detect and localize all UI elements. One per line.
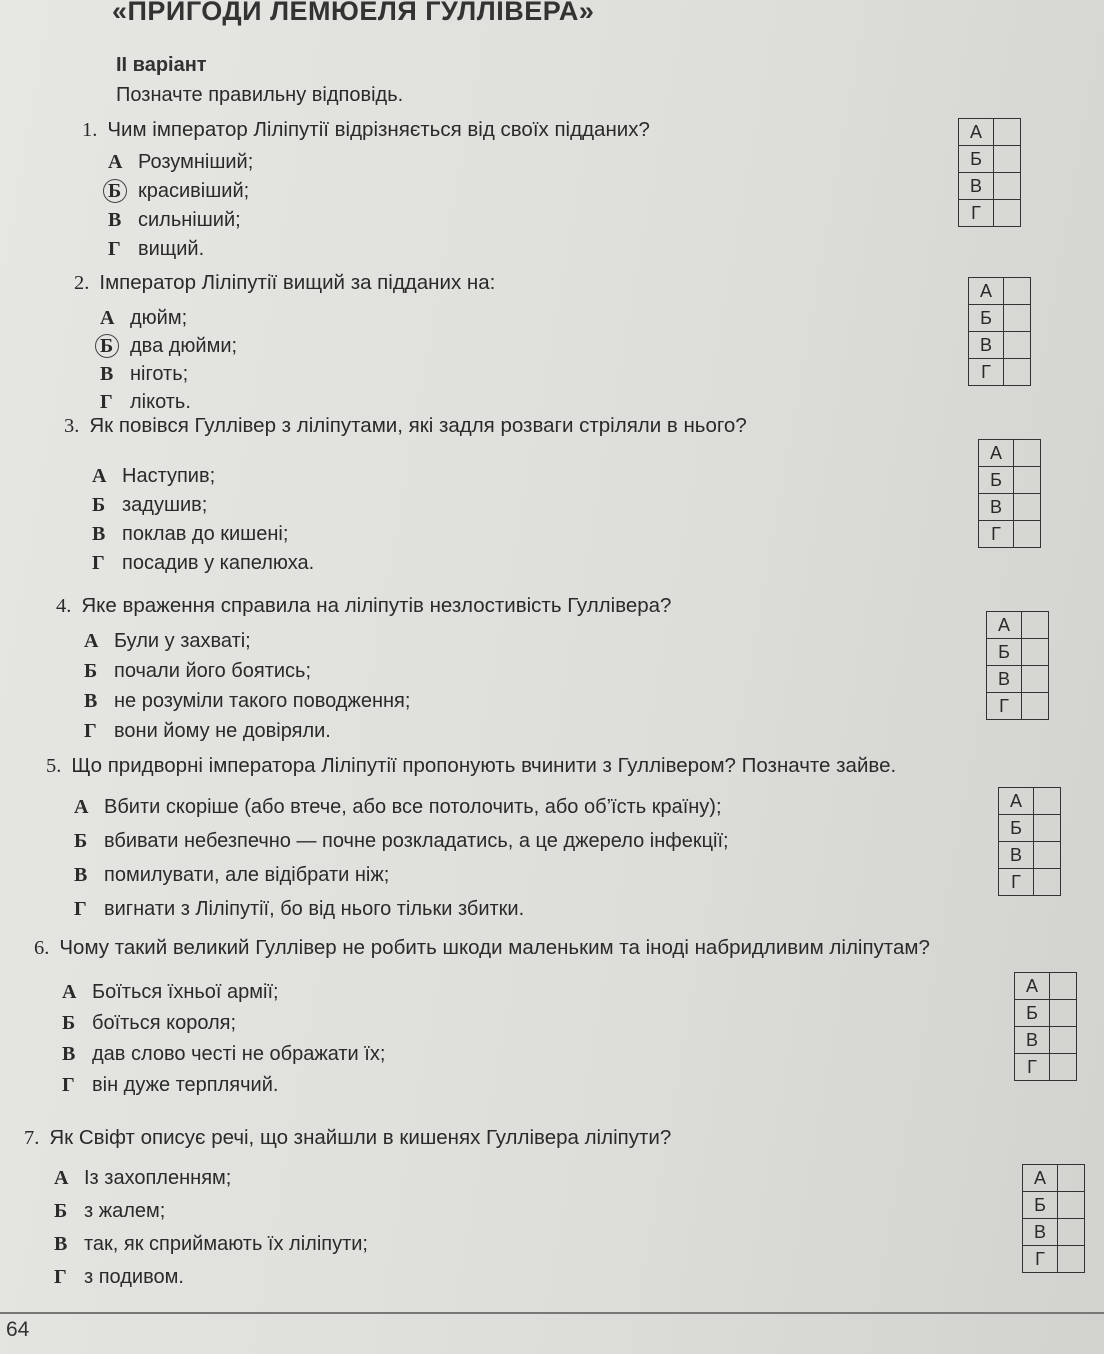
- answer-grid-box[interactable]: [1034, 869, 1061, 896]
- answer-grid-box[interactable]: [1022, 639, 1049, 666]
- question-number: 2.: [74, 272, 90, 294]
- answer-grid-letter: Б: [969, 305, 1004, 332]
- page-title: «ПРИГОДИ ЛЕМЮЕЛЯ ГУЛЛІВЕРА»: [112, 0, 595, 26]
- answer-grid-box[interactable]: [994, 200, 1021, 227]
- answer-grid-letter: Г: [979, 521, 1014, 548]
- option-text: так, як сприймають їх ліліпути;: [84, 1233, 368, 1255]
- question-4: [56, 594, 671, 618]
- answer-option[interactable]: [84, 720, 331, 743]
- option-text: помилувати, але відібрати ніж;: [104, 864, 390, 886]
- answer-grid-box[interactable]: [1050, 1027, 1077, 1054]
- answer-grid-box[interactable]: [1050, 973, 1077, 1000]
- circled-option-letter: Б: [100, 335, 130, 358]
- answer-option[interactable]: [74, 864, 389, 887]
- answer-grid-letter: Б: [987, 639, 1022, 666]
- answer-option[interactable]: [84, 630, 251, 653]
- answer-grid-letter: А: [1023, 1165, 1058, 1192]
- answer-grid-box[interactable]: [1050, 1054, 1077, 1081]
- question-text: Як Свіфт описує речі, що знайшли в кишенях Гуллівера ліліпути?: [49, 1126, 672, 1149]
- answer-option[interactable]: [100, 363, 188, 386]
- answer-grid: [968, 277, 1031, 386]
- option-text: дюйм;: [130, 307, 188, 329]
- answer-grid-box[interactable]: [1022, 612, 1049, 639]
- answer-grid-box[interactable]: [994, 119, 1021, 146]
- question-text: Чим імператор Ліліпутії відрізняється від своїх підданих?: [107, 118, 650, 141]
- answer-grid-letter: Б: [1015, 1000, 1050, 1027]
- option-letter: В: [54, 1233, 68, 1255]
- question-number: 7.: [24, 1127, 40, 1149]
- answer-grid-box[interactable]: [994, 173, 1021, 200]
- answer-grid-box[interactable]: [1022, 666, 1049, 693]
- answer-grid: [1022, 1164, 1085, 1273]
- option-letter: В: [100, 363, 114, 385]
- answer-grid-box[interactable]: [1058, 1219, 1085, 1246]
- answer-grid-box[interactable]: [1058, 1192, 1085, 1219]
- question-text: Імператор Ліліпутії вищий за підданих на:: [99, 271, 496, 294]
- question-number: 4.: [56, 595, 72, 617]
- option-text: вони йому не довіряли.: [114, 720, 331, 742]
- question-text: Чому такий великий Гуллівер не робить шкоди маленьким та іноді набридливим ліліпутам?: [59, 936, 930, 959]
- option-text: Із захопленням;: [84, 1167, 232, 1189]
- answer-grid-letter: В: [987, 666, 1022, 693]
- option-letter: А: [62, 981, 77, 1003]
- option-text: сильніший;: [138, 209, 241, 231]
- option-text: вищий.: [138, 238, 205, 260]
- variant-heading: ІІ варіант: [116, 54, 207, 76]
- answer-option[interactable]: [62, 1074, 278, 1097]
- question-2: [74, 271, 495, 295]
- answer-option[interactable]: [108, 238, 204, 261]
- option-text: посадив у капелюха.: [122, 552, 315, 574]
- option-letter: А: [74, 796, 89, 818]
- answer-option[interactable]: [54, 1233, 368, 1256]
- answer-grid-letter: Б: [959, 146, 994, 173]
- question-3: [64, 414, 747, 438]
- answer-option[interactable]: [84, 660, 311, 683]
- answer-option[interactable]: [92, 552, 314, 575]
- answer-grid-box[interactable]: [1058, 1246, 1085, 1273]
- question-number: 1.: [82, 119, 98, 141]
- option-letter: Б: [84, 660, 98, 682]
- answer-option[interactable]: [100, 391, 191, 414]
- option-text: боїться короля;: [92, 1012, 237, 1034]
- option-letter: А: [92, 465, 107, 487]
- option-letter: Г: [100, 391, 113, 413]
- option-text: він дуже терплячий.: [92, 1074, 279, 1096]
- option-text: Наступив;: [122, 465, 216, 487]
- answer-grid-letter: А: [979, 440, 1014, 467]
- answer-grid-box[interactable]: [1014, 440, 1041, 467]
- answer-option[interactable]: [54, 1167, 231, 1190]
- option-text: вбивати небезпечно — почне розкладатись, а це джерело інфекції;: [104, 830, 729, 852]
- question-number: 3.: [64, 415, 80, 437]
- answer-grid-letter: В: [1023, 1219, 1058, 1246]
- answer-grid-letter: В: [999, 842, 1034, 869]
- answer-grid-box[interactable]: [1004, 278, 1031, 305]
- answer-grid-letter: А: [987, 612, 1022, 639]
- question-6: [34, 936, 930, 960]
- option-text: Боїться їхньої армії;: [92, 981, 279, 1003]
- answer-grid-letter: А: [959, 119, 994, 146]
- option-letter: В: [84, 690, 98, 712]
- option-text: Були у захваті;: [114, 630, 251, 652]
- answer-option[interactable]: [74, 830, 729, 853]
- answer-option[interactable]: [62, 1043, 385, 1066]
- answer-option[interactable]: [74, 898, 524, 921]
- option-letter: В: [74, 864, 88, 886]
- option-letter: А: [54, 1167, 69, 1189]
- option-letter: Б: [62, 1012, 76, 1034]
- option-letter: Г: [54, 1266, 67, 1288]
- option-letter: В: [108, 209, 122, 231]
- answer-grid: [958, 118, 1021, 227]
- option-text: Вбити скоріше (або втече, або все потолочить, або об’їсть країну);: [104, 796, 722, 818]
- question-5: [46, 754, 896, 778]
- question-7: [24, 1126, 671, 1150]
- answer-option[interactable]: [92, 465, 215, 488]
- option-letter: А: [84, 630, 99, 652]
- answer-grid-letter: А: [999, 788, 1034, 815]
- option-text: ніготь;: [130, 363, 189, 385]
- answer-option[interactable]: [92, 494, 207, 517]
- answer-grid-letter: Г: [1023, 1246, 1058, 1273]
- answer-grid-box[interactable]: [1004, 332, 1031, 359]
- instruction-text: Позначте правильну відповідь.: [116, 84, 404, 106]
- option-text: красивіший;: [138, 180, 250, 202]
- answer-grid-letter: Б: [999, 815, 1034, 842]
- option-text: лікоть.: [130, 391, 191, 413]
- option-letter: А: [108, 151, 123, 173]
- answer-grid-box[interactable]: [1014, 494, 1041, 521]
- option-text: Розумніший;: [138, 151, 254, 173]
- option-text: з жалем;: [84, 1200, 166, 1222]
- option-text: два дюйми;: [130, 335, 238, 357]
- answer-grid-letter: Г: [999, 869, 1034, 896]
- answer-grid-letter: Г: [1015, 1054, 1050, 1081]
- answer-grid-box[interactable]: [1050, 1000, 1077, 1027]
- option-letter: Г: [62, 1074, 75, 1096]
- option-text: не розуміли такого поводження;: [114, 690, 411, 712]
- question-number: 5.: [46, 755, 62, 777]
- answer-grid-box[interactable]: [1004, 305, 1031, 332]
- answer-grid-letter: В: [1015, 1027, 1050, 1054]
- answer-grid: [986, 611, 1049, 720]
- option-letter: Б: [54, 1200, 68, 1222]
- answer-grid-letter: Г: [959, 200, 994, 227]
- answer-grid-box[interactable]: [1014, 467, 1041, 494]
- option-letter: В: [62, 1043, 76, 1065]
- answer-option[interactable]: [54, 1266, 184, 1289]
- answer-option[interactable]: [100, 307, 187, 330]
- page-number: 64: [6, 1318, 30, 1341]
- option-letter: Г: [84, 720, 97, 742]
- option-text: вигнати з Ліліпутії, бо від нього тільки збитки.: [104, 898, 525, 920]
- option-letter: Г: [74, 898, 87, 920]
- option-letter: Б: [92, 494, 106, 516]
- answer-option[interactable]: [74, 796, 722, 819]
- answer-option[interactable]: [100, 335, 237, 358]
- answer-grid-box[interactable]: [1034, 788, 1061, 815]
- answer-option[interactable]: [62, 1012, 236, 1035]
- question-text: Що придворні імператора Ліліпутії пропонують вчинити з Гуллівером? Позначте зайве.: [71, 754, 897, 777]
- answer-grid-box[interactable]: [1058, 1165, 1085, 1192]
- question-number: 6.: [34, 937, 50, 959]
- answer-grid-letter: Б: [1023, 1192, 1058, 1219]
- answer-grid-letter: А: [1015, 973, 1050, 1000]
- question-1: [82, 118, 650, 142]
- answer-grid: [998, 787, 1061, 896]
- option-letter: Г: [92, 552, 105, 574]
- answer-grid: [978, 439, 1041, 548]
- answer-option[interactable]: [108, 151, 253, 174]
- answer-grid-letter: В: [959, 173, 994, 200]
- answer-grid-box[interactable]: [1004, 359, 1031, 386]
- answer-option[interactable]: [92, 523, 288, 546]
- option-letter: В: [92, 523, 106, 545]
- option-letter: Б: [74, 830, 88, 852]
- answer-grid-box[interactable]: [1034, 842, 1061, 869]
- option-text: дав слово честі не ображати їх;: [92, 1043, 386, 1065]
- option-text: з подивом.: [84, 1266, 184, 1288]
- answer-grid-box[interactable]: [994, 146, 1021, 173]
- option-text: поклав до кишені;: [122, 523, 289, 545]
- answer-option[interactable]: [54, 1200, 165, 1223]
- answer-option[interactable]: [84, 690, 410, 713]
- answer-option[interactable]: [62, 981, 279, 1004]
- answer-grid-letter: Г: [969, 359, 1004, 386]
- answer-grid-letter: Г: [987, 693, 1022, 720]
- circled-option-letter: Б: [108, 180, 138, 203]
- question-text: Як повівся Гуллівер з ліліпутами, які задля розваги стріляли в нього?: [89, 414, 747, 437]
- answer-grid-box[interactable]: [1014, 521, 1041, 548]
- answer-grid-letter: А: [969, 278, 1004, 305]
- answer-grid-letter: В: [979, 494, 1014, 521]
- answer-grid: [1014, 972, 1077, 1081]
- footer-divider: [0, 1312, 1104, 1314]
- question-text: Яке враження справила на ліліпутів незлостивість Гуллівера?: [81, 594, 672, 617]
- answer-grid-box[interactable]: [1034, 815, 1061, 842]
- answer-grid-letter: В: [969, 332, 1004, 359]
- answer-option[interactable]: [108, 209, 241, 232]
- option-letter: Г: [108, 238, 121, 260]
- answer-grid-letter: Б: [979, 467, 1014, 494]
- option-text: задушив;: [122, 494, 208, 516]
- answer-option[interactable]: [108, 180, 249, 203]
- option-letter: А: [100, 307, 115, 329]
- answer-grid-box[interactable]: [1022, 693, 1049, 720]
- option-text: почали його боятись;: [114, 660, 312, 682]
